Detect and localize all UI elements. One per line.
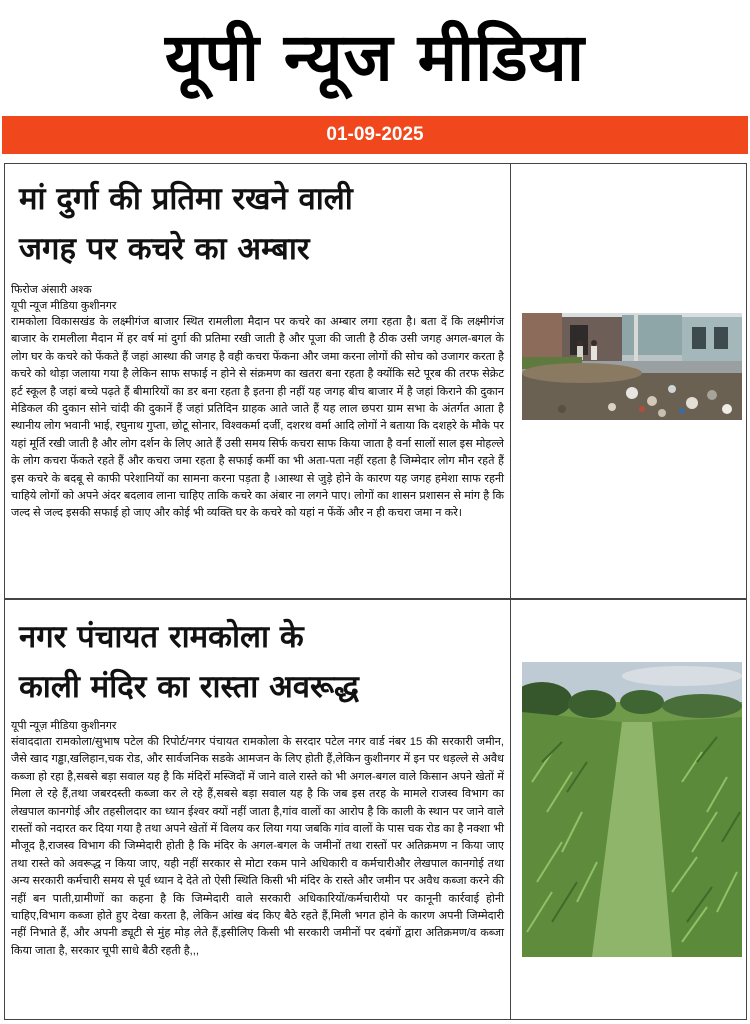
article-2-body: संवाददाता रामकोला/सुभाष पटेल की रिपोर्ट/नगर पंचायत रामकोला के सरदार पटेल नगर वार्ड नंबर 15 की सरकारी जमीन, जैसे खाद गड्ढा,खलिहान,चक रोड, और सार्वजनिक सडके आमजन के लिए होती हैं,लेकिन कुशीनगर में इन पर धड़ल्ले से अवैध कब्जा हो रहा है,सबसे बड़ा सवाल यह है कि मंदिरों मस्जिदों में जाने वाले रास्ते को भी अगल-बगल वाले किसान अपने खेतों में मिला ले रहे हैं,तथा जबरदस्ती कब्जा कर ले रहे हैं,सबसे बड़ा सवाल यह है कि जब इस तरह के मामले राजस्व विभाग का लेखपाल कानगोई और तहसीलदार का ध्यान ईश्वर क्यों नहीं जाता है,गांव वालों का आरोप है कि काली के स्थान पर जाने वाले रास्तों को नदारत कर दिया गया है तथा अपने खेतों में विलय कर लिया गया जबकि गांव वालों के पास चक रोड का है नक्शा भी मौजूद है,राजस्व विभाग की जिम्मेदारी होती है कि मंदिर के अगल-बगल के जमीनों तथा रास्तों पर अतिक्रमण न किया जाए तथा रास्ते को अवरूद्ध न किया जाए, यही नहीं सरकार से मोटा रकम पाने अधिकारी व कर्मचारीऔर लेखपाल कानगोई तथा अन्य सरकारी कर्मचारी समय से पूर्व ध्यान दे देते तो ऐसी स्थिति किसी भी मंदिर के रास्ते और जमीन पर अवैध कब्जा करने की नहीं बन पाती,ग्रामीणों का कहना है कि जिम्मेदारी वाले सरकारी अधिकारियों/कर्मचारीयो पर कानूनी कार्रवाई होनी चाहिए,विभाग कब्जा होते हुए देखा करता है, लेकिन आंख बंद किए बैठे रहते हैं,मिली भगत होने के कारण अपनी जिम्मेदारी नहीं निभाते हैं, और अपनी ड्यूटी से मुंह मोड़ लेते हैं,इसीलिए किसी भी सरकारी जमीनों पर दबंगों द्वारा अतिक्रमण/व कब्जा किया जाता है, सरकार चूपी साधे बैठी रहती है,,, <box>11 736 504 957</box>
article-1-image-column <box>512 164 746 598</box>
article-2-source: यूपी न्यूज़ मीडिया कुशीनगर <box>11 720 117 732</box>
article-1-byline <box>11 282 504 314</box>
article-2-headline-line-1: नगर पंचायत रामकोला के <box>19 619 304 655</box>
article-1-body: रामकोला विकासखंड के लक्ष्मीगंज बाजार स्थित रामलीला मैदान पर कचरे का अम्बार लगा रहता है। बता दें कि लक्ष्मीगंज बाजार के रामलीला मैदान में हर वर्ष मां दुर्गा की प्रतिमा रखी जाती है और पूजा की जाती है ठीक उसी जगह अगल-बगल के लोग घर के कचरे को फेंकते हैं जहां आस्था की जगह है वही कचरा फेंकना और जमा करना लोगों की सोच को उजागर करता है कचरे को थोड़ा जलाया गया है लेकिन साफ सफाई न होने से संक्रमण का खतरा बना रहता है क्योंकि सटे पूरब की तरफ सेक्रेट हर्ट स्कूल है जहां बच्चे पढ़ते हैं बीमारियों का डर बना रहता है इतना ही नहीं यह जगह बीच बाजार में है जहां किराने की दुकान मेडिकल की दुकान सोने चांदी की दुकानें हैं जहां प्रतिदिन ग्राहक आते जाते हैं यह लाल छपरा ग्राम सभा के अंतर्गत आता है स्थानीय लोग भवानी भाई, रघुनाथ गुप्ता, छोटू सोनार, विश्वकर्मा दर्जी, दशरथ वर्मा आदि लोगों ने बताया कि दशहरे के मौके पर यहां मूर्ति रखी जाती है और लोग दर्शन के लिए आते हैं उसी समय सिर्फ कचरा साफ किया जाता है वर्ना सालों साल इस मोहल्ले के लोग कचरा फेंकते रहते हैं और कचरा जमा रहता है सफाई कर्मी का भी अता-पता नहीं रहता है जिम्मेदार लोग मौन रहते हैं इस कचरे के बदबू से काफी परेशानियों का सामना करना पड़ता है ।आस्था से जुड़े होने के कारण यह जगह हमेशा साफ रहनी चाहिये लोगों को अपने अंदर बदलाव लाना चाहिए ताकि कचरे का अंबार ना लगने पाए। लोगों का शासन प्रशासन से मांग है कि जल्द से जल्द इसकी सफाई हो जाए और कोई भी व्यक्ति घर के कचरे को यहां न फेंकें और न ही कचरा जमा न करे। <box>11 316 504 520</box>
article-2-image-column <box>512 600 746 1019</box>
article-1-headline-line-2: जगह पर कचरे का अम्बार <box>19 231 310 267</box>
article-2-byline <box>11 718 504 734</box>
masthead <box>0 0 750 116</box>
article-2 <box>4 599 747 1020</box>
article-1-text-column <box>5 164 511 598</box>
date-bar <box>2 116 748 154</box>
field-path-photo <box>522 662 742 957</box>
article-2-headline-line-2: काली मंदिर का रास्ता अवरूद्ध <box>19 669 359 705</box>
article-1 <box>4 163 747 599</box>
newspaper-title: यूपी न्यूज मीडिया <box>165 19 585 96</box>
article-2-headline <box>11 600 504 712</box>
garbage-street-photo <box>522 313 742 420</box>
article-2-photo <box>522 662 742 957</box>
article-1-headline-line-1: मां दुर्गा की प्रतिमा रखने वाली <box>19 181 353 217</box>
article-1-photo <box>522 313 742 420</box>
article-1-headline <box>11 164 504 274</box>
issue-date: 01-09-2025 <box>326 124 424 145</box>
article-1-source: यूपी न्यूज मीडिया कुशीनगर <box>11 300 117 312</box>
article-1-author: फिरोज अंसारी अश्क <box>11 284 92 296</box>
article-2-text-column <box>5 600 511 1019</box>
